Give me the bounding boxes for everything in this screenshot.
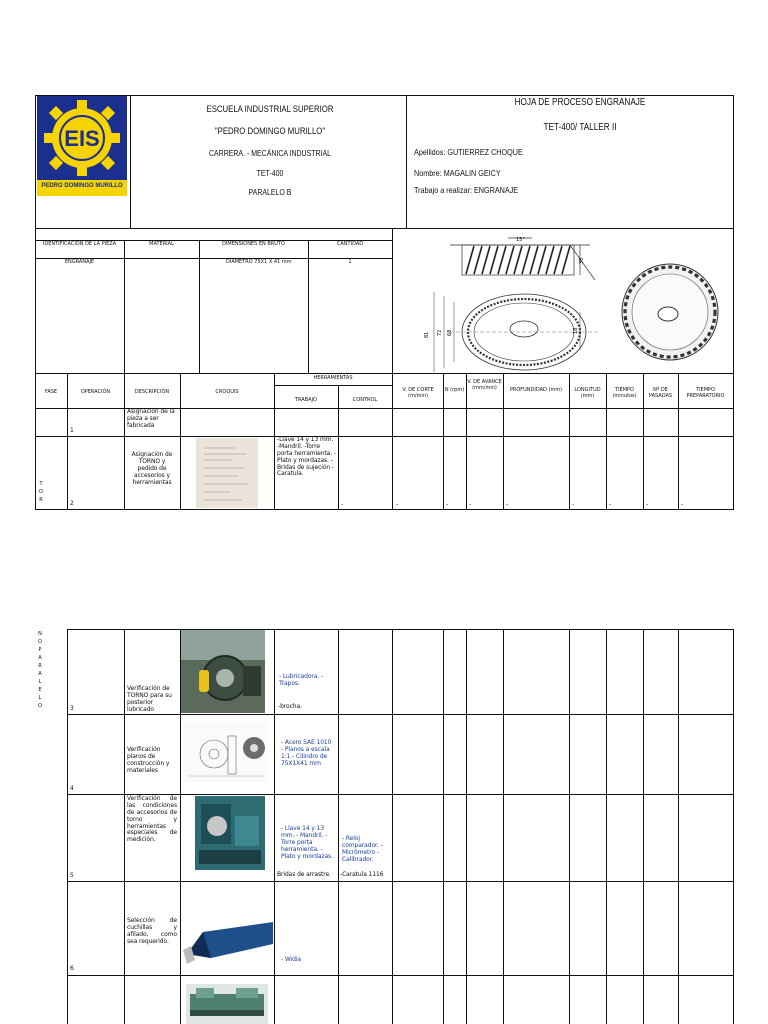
herramientas-header: HERRAMIENTAS — [313, 375, 353, 381]
quantity-value: 1 — [348, 259, 352, 265]
row-2-op: 2 — [70, 500, 74, 507]
row-7-lathe-photo — [186, 984, 268, 1024]
row-3-lathe-photo — [181, 630, 265, 713]
fase-label-top: T O R — [39, 481, 43, 503]
sheet-subtitle: TET-400/ TALLER II — [543, 122, 617, 133]
gear-drawing — [420, 232, 720, 372]
student-name: Nombre: MAGALIN GEICY — [414, 168, 501, 178]
logo-caption: PEDRO DOMINGO MURILLO — [41, 183, 123, 189]
piece-id-header: IDENTIFICACION DE LA PIEZA — [42, 241, 117, 247]
svg-text:72: 72 — [437, 329, 443, 336]
svg-text:35: 35 — [579, 257, 585, 264]
row-2-dash-n: - — [446, 501, 449, 508]
school-name: ESCUELA INDUSTRIAL SUPERIOR — [206, 104, 334, 115]
dimensions-header: DIMENSIONES EN BRUTO — [222, 241, 285, 247]
trabajo-header: TRABAJO — [294, 397, 317, 403]
row-3-trabajo: - Lubricadora. - Trapos. — [279, 673, 324, 687]
course-code: TET-400 — [256, 168, 284, 178]
svg-text:EIS: EIS — [64, 126, 100, 151]
parallel-label: PARALELO B — [248, 187, 292, 197]
row-6-op: 6 — [70, 965, 74, 972]
row-6-cutting-tool-image — [181, 910, 273, 970]
row-2-croquis-image — [196, 438, 258, 508]
material-header: MATERIAL — [149, 241, 174, 247]
operacion-header: OPERACIÓN — [80, 389, 111, 395]
croquis-header: CROQUIS — [215, 389, 239, 395]
row-2-desc: Asignación de TORNO y pedido de accesorios y herramientas — [131, 451, 173, 486]
student-surname: Apellidos: GUTIERREZ CHOQUE — [414, 147, 523, 157]
control-header: CONTROL — [352, 397, 378, 403]
row-2-dash-vcorte: - — [396, 501, 399, 508]
row-2-dash-tiempo: - — [609, 501, 612, 508]
descripcion-header: DESCRIPCIÓN — [134, 389, 170, 395]
fase-header: FASE — [44, 389, 58, 395]
row-2-dash-long: - — [572, 501, 575, 508]
row-5-op: 5 — [70, 872, 74, 879]
longitud-header: LONGITUD (mm) — [574, 387, 601, 399]
row-2-dash-vavance: - — [469, 501, 472, 508]
career-label: CARRERA. - MECÁNICA INDUSTRIAL — [208, 148, 332, 158]
tiempo-header: TIEMPO (minutos) — [612, 387, 637, 399]
n-header: N (rpm) — [444, 387, 465, 393]
dimensions-value: DIAMETRO 75X1 X 41 mm — [226, 259, 292, 265]
svg-text:18: 18 — [573, 327, 579, 334]
preparatorio-header: TIEMPO PREPARATORIO — [686, 387, 725, 399]
row-5-desc: Verificación de las condiciones de accesorios de torno y herramientas especiales de medición. — [127, 795, 177, 844]
row-2-control: - — [341, 501, 344, 508]
row-3-trabajo-extra: -brocha. — [278, 703, 302, 710]
piece-id-value: ENGRANAJE — [64, 259, 95, 265]
row-4-op: 4 — [70, 785, 74, 792]
row-2-dash-prep: - — [681, 501, 684, 508]
row-1-op: 1 — [70, 427, 74, 434]
svg-text:15°: 15° — [516, 237, 525, 243]
row-6-trabajo: - Widia — [281, 956, 301, 963]
row-2-dash-pasadas: - — [646, 501, 649, 508]
vavance-header: V. DE AVANCE (mm/min) — [467, 379, 502, 391]
row-5-control: - Reloj comparador. - Micrómetro - Calibrador. — [342, 835, 383, 863]
row-1-desc: Asignación de la pieza a ser fabricada — [127, 408, 175, 429]
row-4-plan-image — [184, 722, 268, 782]
pasadas-header: Nº DE PASADAS — [648, 387, 673, 399]
row-5-accessories-photo — [195, 796, 265, 870]
svg-text:81: 81 — [424, 331, 430, 338]
row-5-trabajo-extra: Bridas de arrastre. — [277, 871, 331, 878]
school-name-quoted: "PEDRO DOMINGO MURILLO" — [214, 126, 326, 137]
row-3-op: 3 — [70, 705, 74, 712]
row-4-trabajo: - Acero SAE 1010 - Planos a escala 1:1 - Cilindro de 75X1X41 mm — [281, 739, 332, 767]
work-to-do: Trabajo a realizar: ENGRANAJE — [414, 185, 519, 195]
vcorte-header: V. DE CORTE (m/min) — [402, 387, 434, 399]
row-2-dash-prof: - — [506, 501, 509, 508]
quantity-header: CANTIDAD — [336, 241, 364, 247]
row-4-desc: Verificación planos de construcción y materiales — [127, 746, 170, 774]
profundidad-header: PROFUNDIDAD (mm) — [509, 387, 563, 393]
row-5-trabajo: - Llave 14 y 13 mm. - Mandril. - Torre porta herramienta. - Plato y mordazas. — [281, 825, 333, 860]
svg-text:68: 68 — [447, 329, 453, 336]
row-2-trabajo: -Llave 14 y 13 mm. -Mandril. -Torre porta herramienta. -Plato y mordazas. -Bridas de sujeción -Caratula. — [277, 436, 336, 478]
row-6-desc: Selección de cuchillas y afilado, como sea requerido. — [127, 917, 177, 945]
row-3-desc: Verificación de TORNO para su posterior lubricado — [127, 685, 172, 713]
school-logo — [37, 96, 127, 196]
row-5-control-extra: -Caratula 1116 — [340, 871, 384, 878]
sheet-title: HOJA DE PROCESO ENGRANAJE — [514, 97, 646, 108]
fase-label-bottom: N O P A R A L E L O — [38, 631, 42, 709]
